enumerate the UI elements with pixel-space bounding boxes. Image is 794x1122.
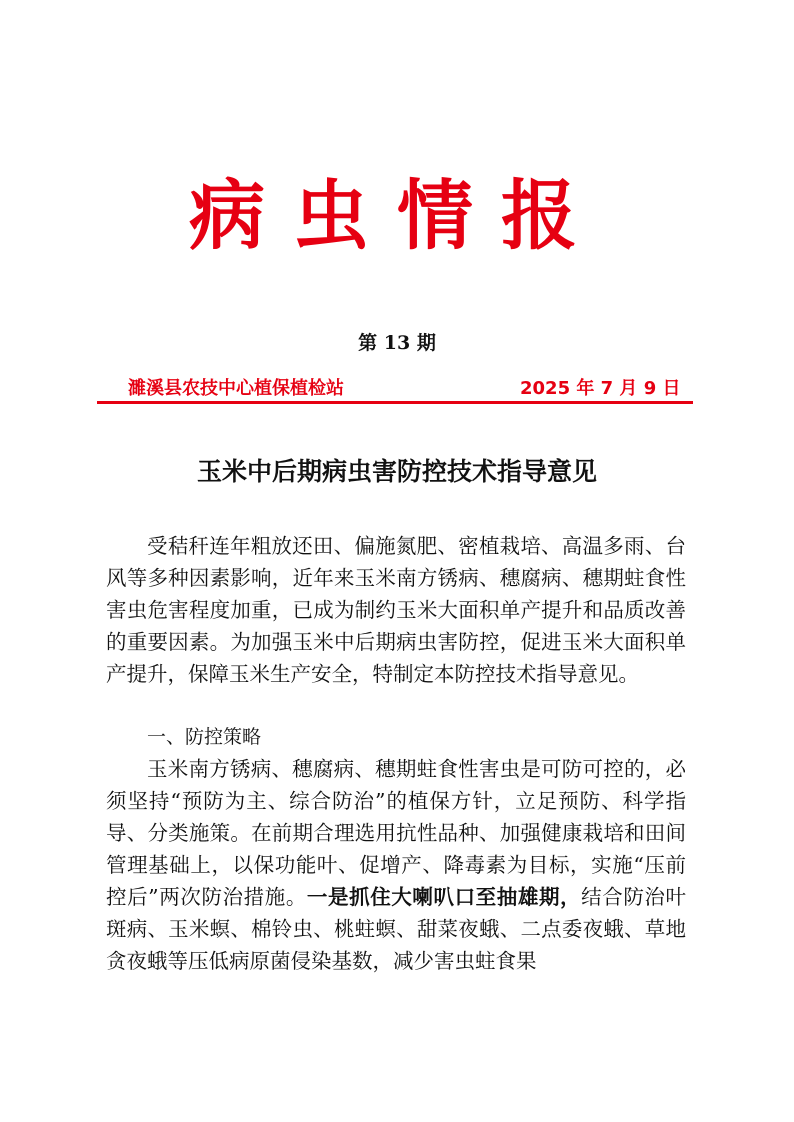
strategy-text-part1: 玉米南方锈病、穗腐病、穗期蛀食性害虫是可防可控的，必须坚持“预防为主、综合防治”的植保方针，立足预防、科学指导、分类施策。在前期合理选用抗性品种、加强健康栽培和田间管理基础上，以保功能叶、促增产、降毒素为目标，实施“压前控后”两次防治措施。	[106, 757, 686, 909]
strategy-text-part2: 结合防治叶斑病、玉米螟、棉铃虫、桃蛀螟、甜菜夜蛾、二点委夜蛾、草地贪夜蛾等压低病原菌侵染基数，减少害虫蛀食果	[106, 885, 687, 973]
strategy-bold-text: 一是抓住大喇叭口至抽雄期，	[306, 885, 582, 909]
section-heading: 一、防控策略	[147, 726, 262, 748]
header-divider	[97, 401, 693, 404]
department-name: 濉溪县农技中心植保植检站	[128, 378, 344, 399]
strategy-paragraph	[106, 753, 686, 977]
masthead-title: 病虫情报	[189, 171, 605, 260]
issue-number: 第 13 期	[358, 332, 436, 354]
document-title: 玉米中后期病虫害防控技术指导意见	[196, 457, 597, 486]
publish-date: 2025 年 7 月 9 日	[520, 378, 681, 399]
intro-paragraph: 受秸秆连年粗放还田、偏施氮肥、密植栽培、高温多雨、台风等多种因素影响，近年来玉米南方锈病、穗腐病、穗期蛀食性害虫危害程度加重，已成为制约玉米大面积单产提升和品质改善的重要因素。为加强玉米中后期病虫害防控，促进玉米大面积单产提升，保障玉米生产安全，特制定本防控技术指导意见。	[106, 534, 686, 686]
